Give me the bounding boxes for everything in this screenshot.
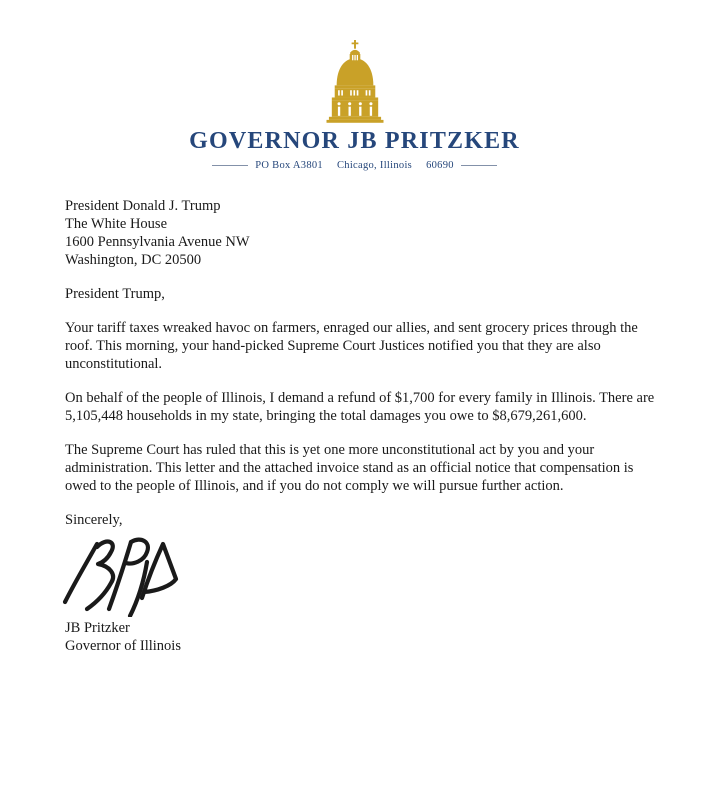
body-paragraph-1: Your tariff taxes wreaked havoc on farmers, enraged our allies, and sent grocery prices through the roof. This morning, your hand-picked Supreme Court Justices notified you that they are also unconstitutional. <box>65 320 638 372</box>
letter-content <box>65 197 657 655</box>
valediction: Sincerely, <box>65 512 123 528</box>
recipient-line: 1600 Pennsylvania Avenue NW <box>65 234 250 250</box>
capitol-dome-icon <box>324 40 386 125</box>
signer-title: Governor of Illinois <box>65 638 181 654</box>
recipient-address <box>65 197 657 269</box>
recipient-line: The White House <box>65 216 168 232</box>
divider-left <box>212 165 248 166</box>
letterhead-zip: 60690 <box>426 160 454 171</box>
recipient-line: President Donald J. Trump <box>65 198 221 214</box>
signer-name: JB Pritzker <box>65 620 130 636</box>
letterhead-po-box: PO Box A3801 <box>255 160 323 171</box>
salutation: President Trump, <box>65 286 165 302</box>
letterhead <box>0 0 709 171</box>
signature-block <box>65 619 657 655</box>
letterhead-city: Chicago, Illinois <box>336 160 413 171</box>
letterhead-title: GOVERNOR JB PRITZKER <box>189 128 520 154</box>
body-paragraph-3: The Supreme Court has ruled that this is yet one more unconstitutional act by you and your administration. This letter and the attached invoice stand as an official notice that compensation is owed to the people of Illinois, and if you do not comply we will pursue further action. <box>65 442 634 494</box>
letterhead-address-row <box>212 160 497 171</box>
signature-image <box>59 532 209 617</box>
divider-right <box>461 165 497 166</box>
recipient-line: Washington, DC 20500 <box>65 252 202 268</box>
body-paragraph-2: On behalf of the people of Illinois, I demand a refund of $1,700 for every family in Illinois. There are 5,105,448 households in my state, bringing the total damages you owe to $8,679,261,600. <box>65 390 655 424</box>
